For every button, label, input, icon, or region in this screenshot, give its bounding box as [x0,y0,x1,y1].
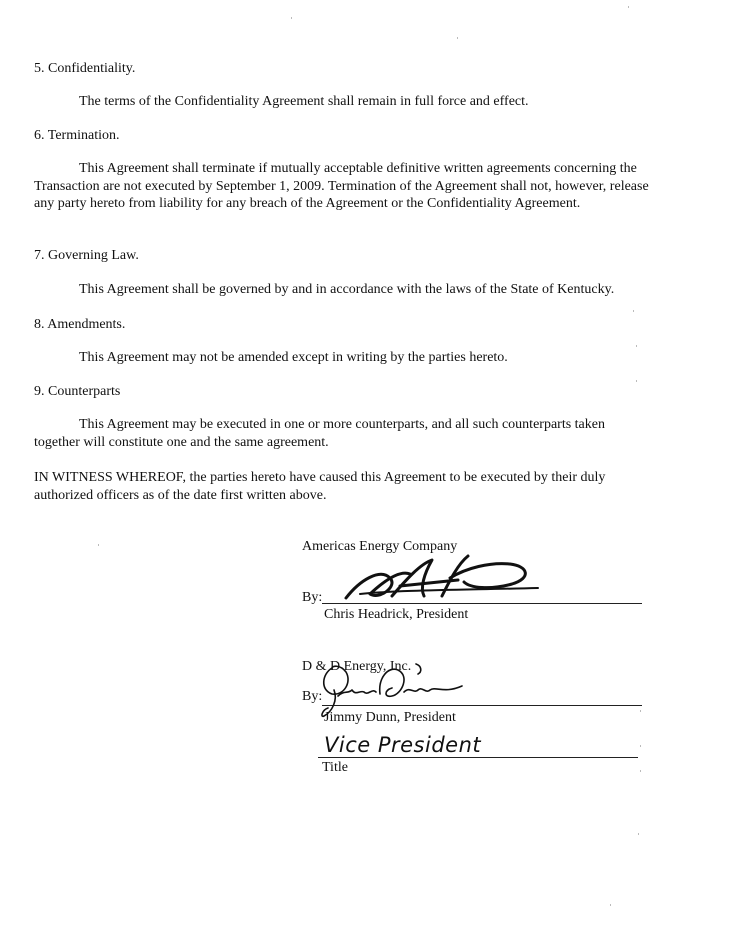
section-heading-governing-law: 7. Governing Law. [34,248,139,263]
section-heading-termination: 6. Termination. [34,128,120,143]
handwritten-title-vice-president: Vice President [324,733,482,757]
witness-clause: IN WITNESS WHEREOF, the parties hereto have caused this Agreement to be executed by their duly authorized officers as of the date first written above. [34,470,606,503]
title-line-dd [318,757,638,758]
scan-speck [636,380,637,382]
scan-speck [628,6,629,8]
section-body-counterparts: This Agreement may be executed in one or more counterparts, and all such counterparts taken together will constitute one and the same agreement. [34,417,605,450]
scan-speck [636,345,637,347]
scan-speck [610,904,611,906]
signer-name-title-dd: Jimmy Dunn, President [324,710,456,725]
section-body-amendments: This Agreement may not be amended except in writing by the parties hereto. [79,350,508,365]
section-heading-amendments: 8. Amendments. [34,317,126,332]
section-body-confidentiality: The terms of the Confidentiality Agreement shall remain in full force and effect. [79,94,529,109]
title-label: Title [322,760,348,775]
company-name-americas-energy: Americas Energy Company [302,539,458,554]
scan-speck [633,310,634,312]
signature-chris-headrick [340,550,540,610]
section-heading-confidentiality: 5. Confidentiality. [34,61,136,76]
signer-name-title-americas: Chris Headrick, President [324,607,469,622]
scan-speck [640,770,641,772]
section-heading-counterparts: 9. Counterparts [34,384,121,399]
scan-speck [291,17,292,19]
scan-speck [98,544,99,546]
scan-speck [638,833,639,835]
scan-speck [457,37,458,39]
section-body-termination: This Agreement shall terminate if mutually acceptable definitive written agreements concerning the Transaction are not executed by September 1, 2009. Termination of the Agreement shall not, however, release any party hereto from liability for any breach of the Agreement or the Confidentiality Agreement. [34,161,649,211]
company-name-dd-energy: D & D Energy, Inc. [302,659,412,674]
by-label-americas: By: [302,590,323,605]
scan-speck [640,710,641,712]
scan-speck [640,745,641,747]
section-body-governing-law: This Agreement shall be governed by and in accordance with the laws of the State of Kentucky. [79,282,615,297]
by-label-dd: By: [302,689,323,704]
